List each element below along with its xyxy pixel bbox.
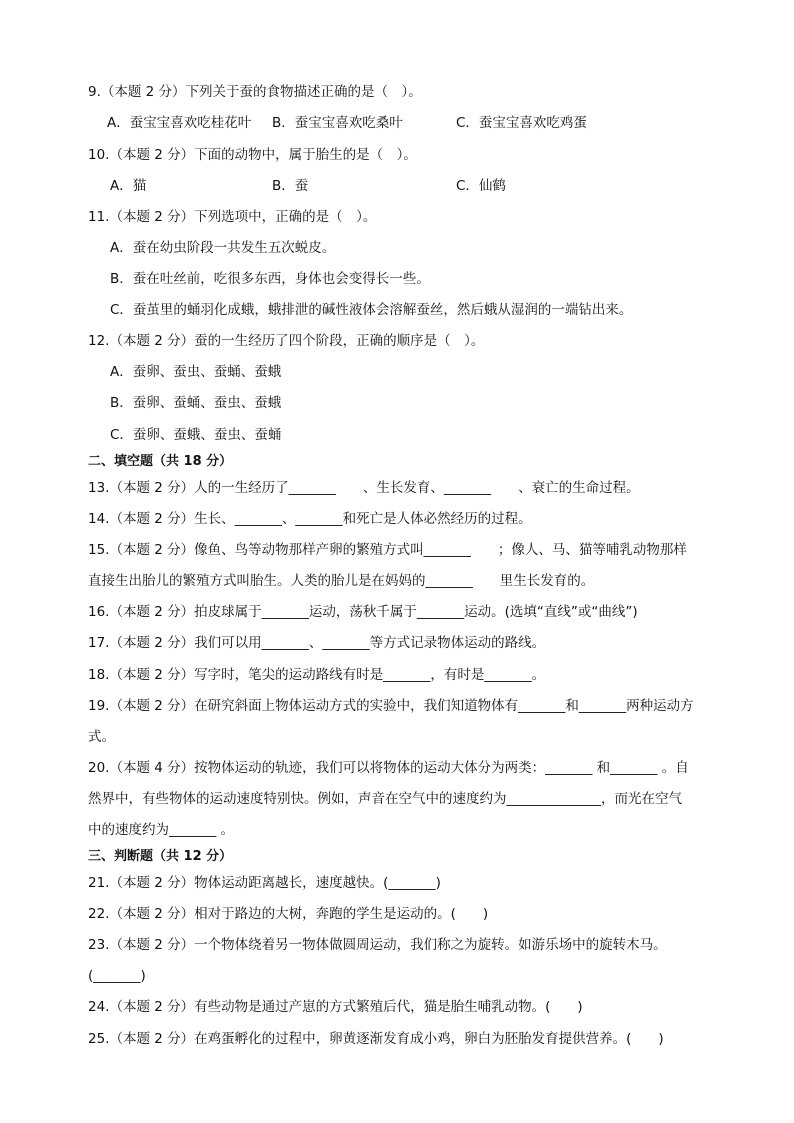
question-23-line-1: 23.（本题 2 分）一个物体绕着另一物体做圆周运动，我们称之为旋转。如游乐场中的旋转木马。 xyxy=(88,937,667,953)
question-9-stem: 9.（本题 2 分）下列关于蚕的食物描述正确的是（ ）。 xyxy=(88,84,422,100)
question-17: 17.（本题 2 分）我们可以用_______、_______等方式记录物体运动的路线。 xyxy=(88,635,546,651)
section-3-heading: 三、判断题（共 12 分） xyxy=(88,849,233,864)
question-18: 18.（本题 2 分）写字时，笔尖的运动路线有时是_______，有时是_______。 xyxy=(88,667,546,683)
section-2-heading: 二、填空题（共 18 分） xyxy=(88,454,233,469)
question-19-line-1: 19.（本题 2 分）在研究斜面上物体运动方式的实验中，我们知道物体有_______和_______两种运动方 xyxy=(88,698,694,714)
question-11-stem: 11.（本题 2 分）下列选项中，正确的是（ ）。 xyxy=(88,209,377,225)
question-19-line-2: 式。 xyxy=(88,729,115,745)
question-12-stem: 12.（本题 2 分）蚕的一生经历了四个阶段，正确的顺序是（ ）。 xyxy=(88,333,485,349)
question-14: 14.（本题 2 分）生长、_______、_______和死亡是人体必然经历的过程。 xyxy=(88,511,532,527)
question-9-option-c: C．蚕宝宝喜欢吃鸡蛋 xyxy=(456,115,587,131)
question-10-option-c: C．仙鹤 xyxy=(456,178,506,194)
question-11-option-b: B．蚕在吐丝前，吃很多东西，身体也会变得长一些。 xyxy=(110,271,430,287)
question-15-line-2: 直接生出胎儿的繁殖方式叫胎生。人类的胎儿是在妈妈的_______ 里生长发育的。 xyxy=(88,573,595,589)
question-20-line-3: 中的速度约为_______ 。 xyxy=(88,822,235,838)
question-12-option-b: B．蚕卵、蚕蛹、蚕虫、蚕蛾 xyxy=(110,395,282,411)
question-9-option-a: A．蚕宝宝喜欢吃桂花叶 xyxy=(107,115,252,131)
question-10-option-a: A．猫 xyxy=(110,178,147,194)
question-13: 13.（本题 2 分）人的一生经历了_______ 、生长发育、_______ 、衰亡的生命过程。 xyxy=(88,480,640,496)
question-10-stem: 10.（本题 2 分）下面的动物中，属于胎生的是（ ）。 xyxy=(88,147,417,163)
question-25: 25.（本题 2 分）在鸡蛋孵化的过程中，卵黄逐渐发育成小鸡，卵白为胚胎发育提供营养。( ) xyxy=(88,1031,664,1047)
question-11-option-a: A．蚕在幼虫阶段一共发生五次蜕皮。 xyxy=(110,240,336,256)
question-10-option-b: B．蚕 xyxy=(272,178,309,194)
question-11-option-c: C．蚕茧里的蛹羽化成蛾，蛾排泄的碱性液体会溶解蚕丝，然后蛾从湿润的一端钻出来。 xyxy=(110,302,633,318)
question-23-line-2: (_______) xyxy=(88,968,146,984)
question-20-line-2: 然界中，有些物体的运动速度特别快。例如，声音在空气中的速度约为______________，而光在空气 xyxy=(88,791,682,807)
question-9-option-b: B．蚕宝宝喜欢吃桑叶 xyxy=(272,115,403,131)
question-16: 16.（本题 2 分）拍皮球属于_______运动，荡秋千属于_______运动。(选填“直线”或“曲线”) xyxy=(88,604,638,620)
question-20-line-1: 20.（本题 4 分）按物体运动的轨迹，我们可以将物体的运动大体分为两类：_______ 和_______ 。自 xyxy=(88,760,689,776)
question-15-line-1: 15.（本题 2 分）像鱼、鸟等动物那样产卵的繁殖方式叫_______ ；像人、马、猫等哺乳动物那样 xyxy=(88,542,687,558)
question-21: 21.（本题 2 分）物体运动距离越长，速度越快。(_______) xyxy=(88,875,441,891)
question-12-option-c: C．蚕卵、蚕蛾、蚕虫、蚕蛹 xyxy=(110,427,282,443)
question-12-option-a: A．蚕卵、蚕虫、蚕蛹、蚕蛾 xyxy=(110,364,282,380)
question-22: 22.（本题 2 分）相对于路边的大树，奔跑的学生是运动的。( ) xyxy=(88,906,489,922)
question-24: 24.（本题 2 分）有些动物是通过产崽的方式繁殖后代，猫是胎生哺乳动物。( ) xyxy=(88,999,583,1015)
